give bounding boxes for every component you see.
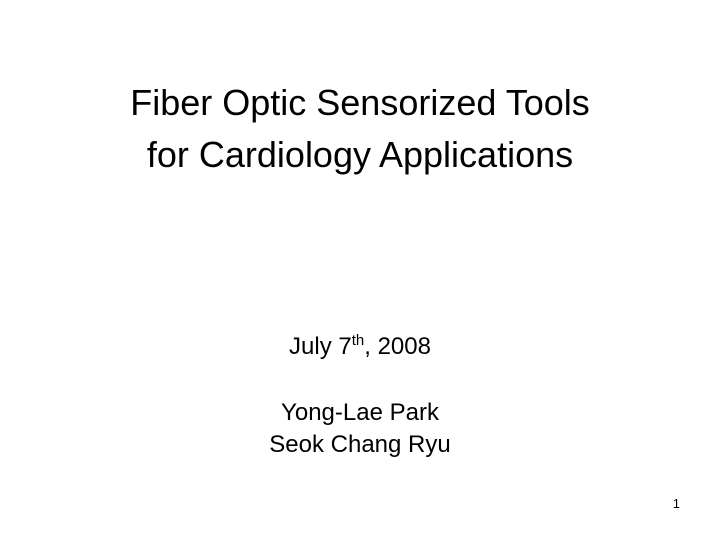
page-number: 1: [672, 496, 680, 511]
slide-title: [40, 77, 680, 181]
title-line-1: Fiber Optic Sensorized Tools: [130, 82, 590, 123]
date-ordinal-suffix: th: [351, 332, 365, 349]
author-2: Seok Chang Ryu: [269, 431, 451, 458]
date-prefix: July 7: [289, 333, 352, 360]
presentation-date: [180, 330, 540, 364]
author-list: [180, 397, 540, 461]
title-line-2: for Cardiology Applications: [146, 134, 574, 175]
date-suffix: , 2008: [364, 333, 431, 360]
author-1: Yong-Lae Park: [281, 399, 439, 426]
